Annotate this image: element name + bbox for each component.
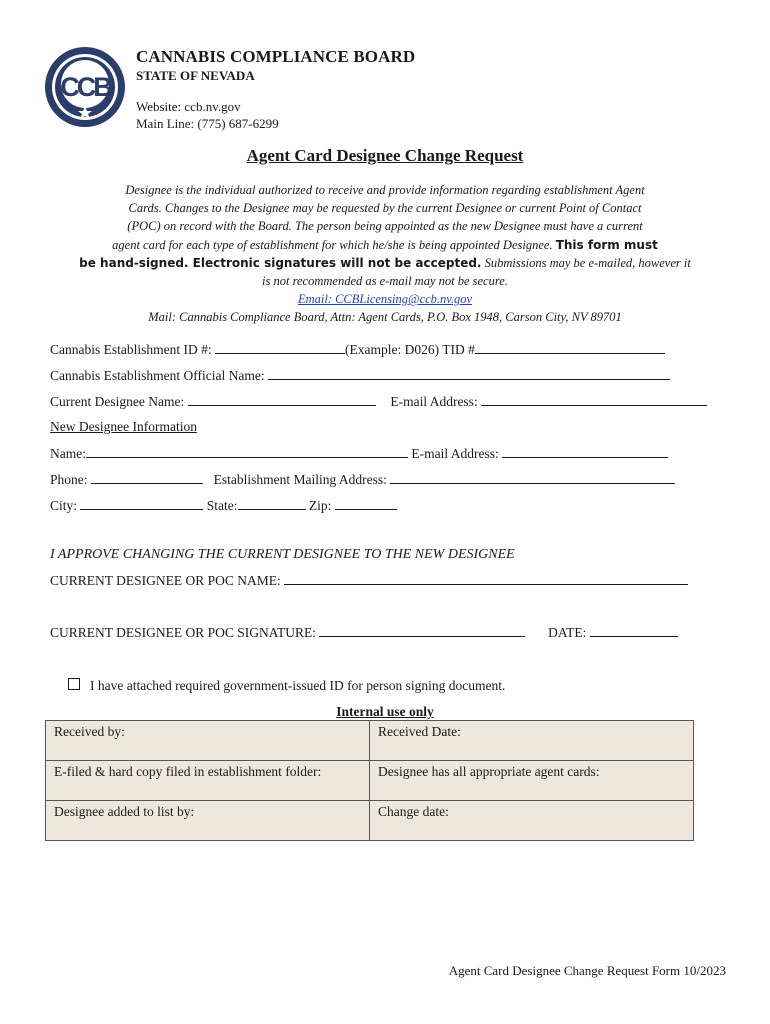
city-row [50, 497, 397, 514]
website-text: Website: ccb.nv.gov [136, 99, 241, 114]
poc-signature-field[interactable] [319, 624, 525, 637]
new-name-label: Name: [50, 446, 86, 461]
intro-bold-text: be hand-signed. Electronic signatures will not be accepted. [79, 255, 482, 270]
table-row [46, 761, 694, 801]
date-field[interactable] [590, 624, 678, 637]
intro-line: agent card for each type of establishment for which he/she is being appointed Designee. [112, 237, 553, 252]
state-label: State: [206, 498, 238, 513]
poc-name-label: CURRENT DESIGNEE OR POC NAME: [50, 573, 281, 588]
intro-bold-text: This form must [555, 237, 658, 252]
table-cell[interactable]: Received by: [46, 721, 370, 761]
new-designee-header: New Designee Information [50, 419, 197, 434]
org-name: CANNABIS COMPLIANCE BOARD [136, 47, 416, 66]
date-label: DATE: [548, 625, 587, 640]
official-name-label: Cannabis Establishment Official Name: [50, 368, 265, 383]
poc-name-row [50, 572, 688, 589]
zip-label: Zip: [308, 498, 332, 513]
zip-field[interactable] [335, 497, 397, 510]
establishment-id-row [50, 341, 665, 358]
current-designee-row [50, 393, 707, 410]
table-cell[interactable]: Designee added to list by: [46, 801, 370, 841]
official-name-row [50, 367, 670, 384]
page-title: Agent Card Designee Change Request [246, 146, 524, 165]
table-cell[interactable]: Change date: [370, 801, 694, 841]
new-email-label: E-mail Address: [411, 446, 499, 461]
phone-field[interactable] [91, 471, 203, 484]
example-label: (Example: D026) TID # [344, 342, 475, 357]
current-designee-label: Current Designee Name: [50, 394, 185, 409]
table-cell[interactable]: E-filed & hard copy filed in establishment folder: [46, 761, 370, 801]
approval-statement: I APPROVE CHANGING THE CURRENT DESIGNEE TO THE NEW DESIGNEE [50, 547, 515, 562]
new-name-row [50, 445, 668, 462]
city-field[interactable] [80, 497, 203, 510]
id-attached-label: I have attached required government-issued ID for person signing document. [90, 678, 506, 693]
footer-text: Agent Card Designee Change Request Form 10/2023 [448, 963, 726, 978]
phone-row [50, 471, 675, 488]
intro-line: is not recommended as e-mail may not be secure. [262, 274, 508, 289]
id-attached-checkbox[interactable] [68, 678, 80, 690]
new-name-field[interactable] [86, 445, 408, 458]
new-email-field[interactable] [502, 445, 668, 458]
mailing-address-label: Establishment Mailing Address: [213, 472, 387, 487]
mail-address: Mail: Cannabis Compliance Board, Attn: Agent Cards, P.O. Box 1948, Carson City, NV 89701 [148, 310, 622, 325]
internal-use-title: Internal use only [336, 704, 434, 719]
table-row [46, 721, 694, 761]
poc-signature-row [50, 624, 678, 641]
official-name-field[interactable] [268, 367, 670, 380]
intro-paragraph [40, 181, 730, 327]
establishment-id-field[interactable] [215, 341, 345, 354]
email-link[interactable]: Email: CCBLicensing@ccb.nv.gov [297, 292, 473, 307]
phone-label: Phone: [50, 472, 88, 487]
table-row [46, 801, 694, 841]
current-designee-field[interactable] [188, 393, 376, 406]
poc-signature-label: CURRENT DESIGNEE OR POC SIGNATURE: [50, 625, 317, 640]
mailing-address-field[interactable] [390, 471, 675, 484]
id-attached-row [68, 678, 505, 694]
city-label: City: [50, 498, 78, 513]
table-cell[interactable]: Received Date: [370, 721, 694, 761]
current-email-field[interactable] [481, 393, 707, 406]
tid-field[interactable] [475, 341, 665, 354]
org-state: STATE OF NEVADA [136, 68, 255, 83]
establishment-id-label: Cannabis Establishment ID #: [50, 342, 212, 357]
table-cell[interactable]: Designee has all appropriate agent cards: [370, 761, 694, 801]
internal-use-table [45, 720, 694, 841]
state-field[interactable] [238, 497, 306, 510]
ccb-logo [44, 46, 126, 128]
intro-line: Cards. Changes to the Designee may be requested by the current Designee or current Point of Contact [128, 201, 642, 216]
intro-line: Designee is the individual authorized to receive and provide information regarding establishment Agent [125, 183, 645, 197]
intro-line: (POC) on record with the Board. The person being appointed as the new Designee must have a current [127, 219, 643, 234]
current-email-label: E-mail Address: [390, 394, 478, 409]
main-line-text: Main Line: (775) 687-6299 [136, 116, 279, 131]
intro-line: Submissions may be e-mailed, however it [484, 255, 691, 270]
poc-name-field[interactable] [284, 572, 688, 585]
logo-text: CCB [60, 72, 110, 102]
